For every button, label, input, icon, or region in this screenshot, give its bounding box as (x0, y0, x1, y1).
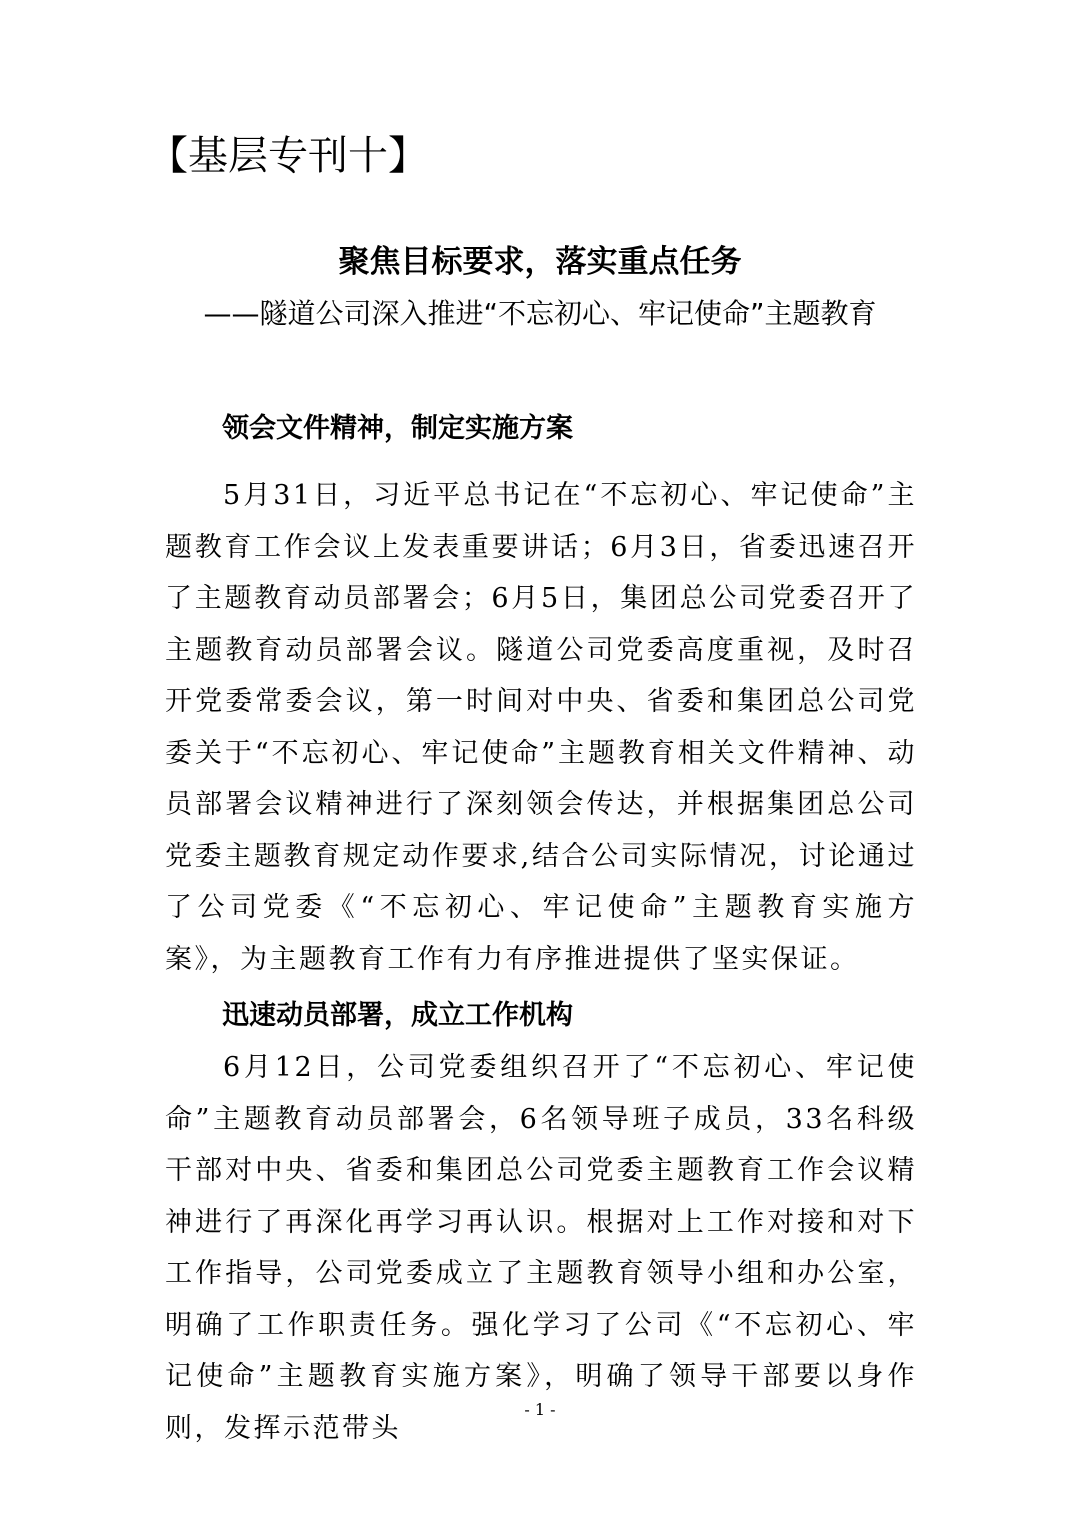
series-tag: 【基层专刊十】 (148, 133, 428, 179)
section-heading-1: 领会文件精神，制定实施方案 (222, 413, 573, 444)
page-number: - 1 - (524, 1400, 556, 1419)
page-subtitle: ——隧道公司深入推进“不忘初心、牢记使命”主题教育 (203, 297, 877, 330)
section-paragraph-1: 5月31日，习近平总书记在“不忘初心、牢记使命”主题教育工作会议上发表重要讲话；6月3日，省委迅速召开了主题教育动员部署会；6月5日，集团总公司党委召开了主题教育动员部署会议。隧道公司党委高度重视，及时召开党委常委会议，第一时间对中央、省委和集团总公司党委关于“不忘初心、牢记使命”主题教育相关文件精神、动员部署会议精神进行了深刻领会传达，并根据集团总公司党委主题教育规定动作要求,结合公司实际情况，讨论通过了公司党委《“不忘初心、牢记使命”主题教育实施方案》，为主题教育工作有力有序推进提供了坚实保证。 (165, 480, 917, 975)
section-heading-2: 迅速动员部署，成立工作机构 (222, 1000, 573, 1031)
section-paragraph-2: 6月12日，公司党委组织召开了“不忘初心、牢记使命”主题教育动员部署会，6名领导班子成员，33名科级干部对中央、省委和集团总公司党委主题教育工作会议精神进行了再深化再学习再认识。根据对上工作对接和对下工作指导，公司党委成立了主题教育领导小组和办公室，明确了工作职责任务。强化学习了公司《“不忘初心、牢记使命”主题教育实施方案》，明确了领导干部要以身作则，发挥示范带头 (165, 1052, 917, 1444)
page-title: 聚焦目标要求，落实重点任务 (338, 244, 742, 280)
